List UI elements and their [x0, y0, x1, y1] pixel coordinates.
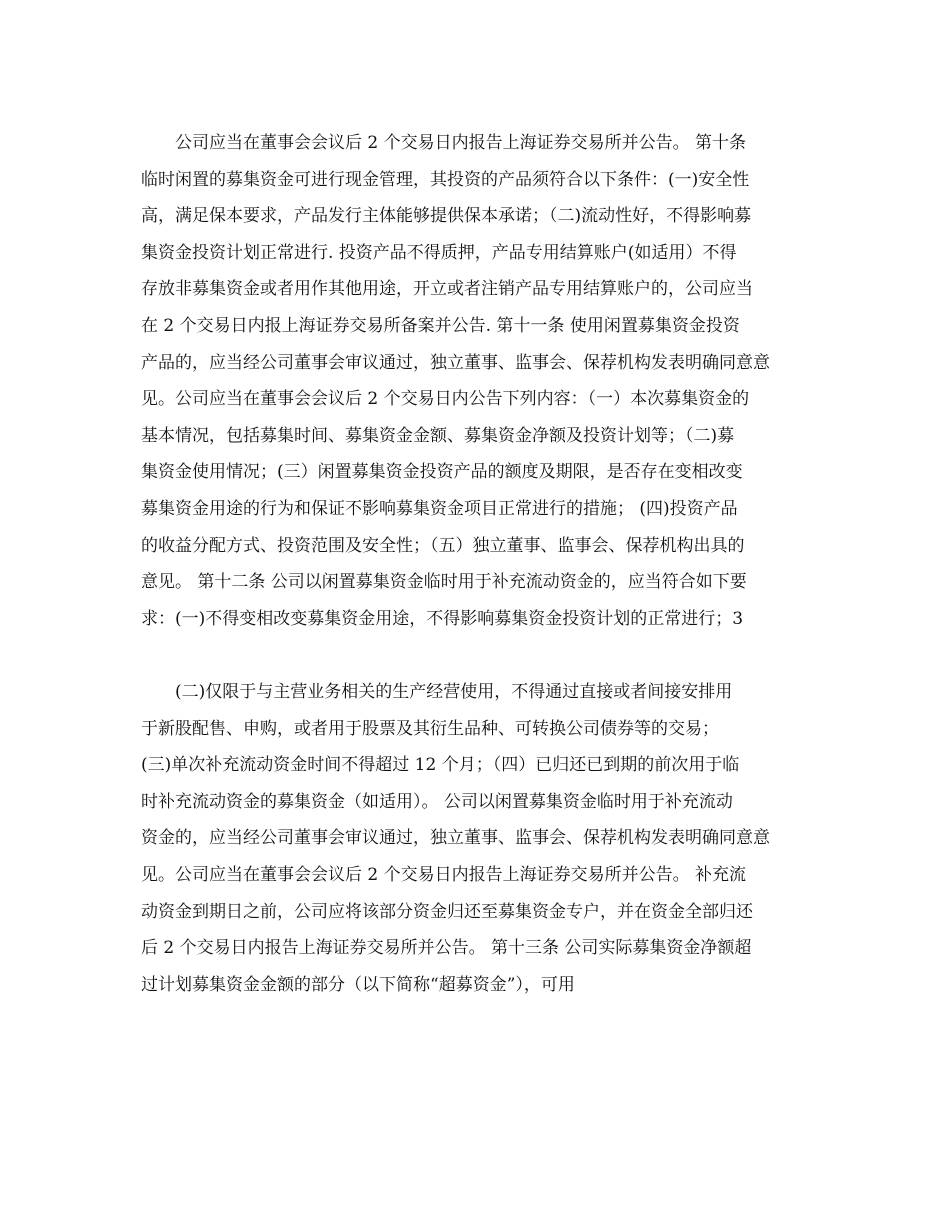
- text-line: 求：(一)不得变相改变募集资金用途，不得影响募集资金投资计划的正常进行；3: [141, 608, 744, 629]
- paragraph-1: [141, 125, 811, 637]
- text-line: 时补充流动资金的募集资金（如适用）。 公司以闲置募集资金临时用于补充流动: [141, 791, 733, 812]
- text-line: (三)单次补充流动资金时间不得超过 12 个月；（四）已归还已到期的前次用于临: [141, 755, 740, 776]
- paragraph-2: [141, 674, 811, 1003]
- text-line: 的收益分配方式、投资范围及安全性；（五）独立董事、监事会、保荐机构出具的: [141, 535, 745, 556]
- text-line: 见。公司应当在董事会会议后 2 个交易日内报告上海证券交易所并公告。 补充流: [141, 864, 747, 885]
- text-line: 基本情况，包括募集时间、募集资金金额、募集资金净额及投资计划等；（二)募: [141, 425, 735, 446]
- text-line: 募集资金用途的行为和保证不影响募集资金项目正常进行的措施； (四)投资产品: [141, 498, 738, 519]
- text-line: 过计划募集资金金额的部分（以下简称“超募资金”），可用: [141, 974, 575, 995]
- text-line: 集资金投资计划正常进行. 投资产品不得质押，产品专用结算账户(如适用）不得: [141, 242, 737, 263]
- text-line: 于新股配售、申购，或者用于股票及其衍生品种、可转换公司债券等的交易；: [141, 718, 719, 739]
- text-line: 产品的，应当经公司董事会审议通过，独立董事、监事会、保荐机构发表明确同意意: [141, 352, 770, 373]
- text-line: 存放非募集资金或者用作其他用途，开立或者注销产品专用结算账户的，公司应当: [141, 279, 753, 300]
- text-line: 公司应当在董事会会议后 2 个交易日内报告上海证券交易所并公告。 第十条: [141, 133, 747, 153]
- text-line: 动资金到期日之前，公司应将该部分资金归还至募集资金专户，并在资金全部归还: [141, 901, 753, 922]
- text-line: 意见。 第十二条 公司以闲置募集资金临时用于补充流动资金的，应当符合如下要: [141, 572, 747, 593]
- text-line: 集资金使用情况；(三）闲置募集资金投资产品的额度及期限，是否存在变相改变: [141, 462, 743, 483]
- text-line: 见。公司应当在董事会会议后 2 个交易日内公告下列内容：（一）本次募集资金的: [141, 389, 750, 410]
- text-line: (二)仅限于与主营业务相关的生产经营使用，不得通过直接或者间接安排用: [141, 682, 733, 702]
- text-line: 资金的，应当经公司董事会审议通过，独立董事、监事会、保荐机构发表明确同意意: [141, 828, 770, 849]
- text-line: 高，满足保本要求，产品发行主体能够提供保本承诺；（二)流动性好，不得影响募: [141, 206, 752, 227]
- text-line: 临时闲置的募集资金可进行现金管理，其投资的产品须符合以下条件：(一)安全性: [141, 169, 750, 190]
- text-line: 后 2 个交易日内报告上海证券交易所并公告。 第十三条 公司实际募集资金净额超: [141, 938, 752, 959]
- text-line: 在 2 个交易日内报上海证券交易所备案并公告. 第十一条 使用闲置募集资金投资: [141, 315, 740, 336]
